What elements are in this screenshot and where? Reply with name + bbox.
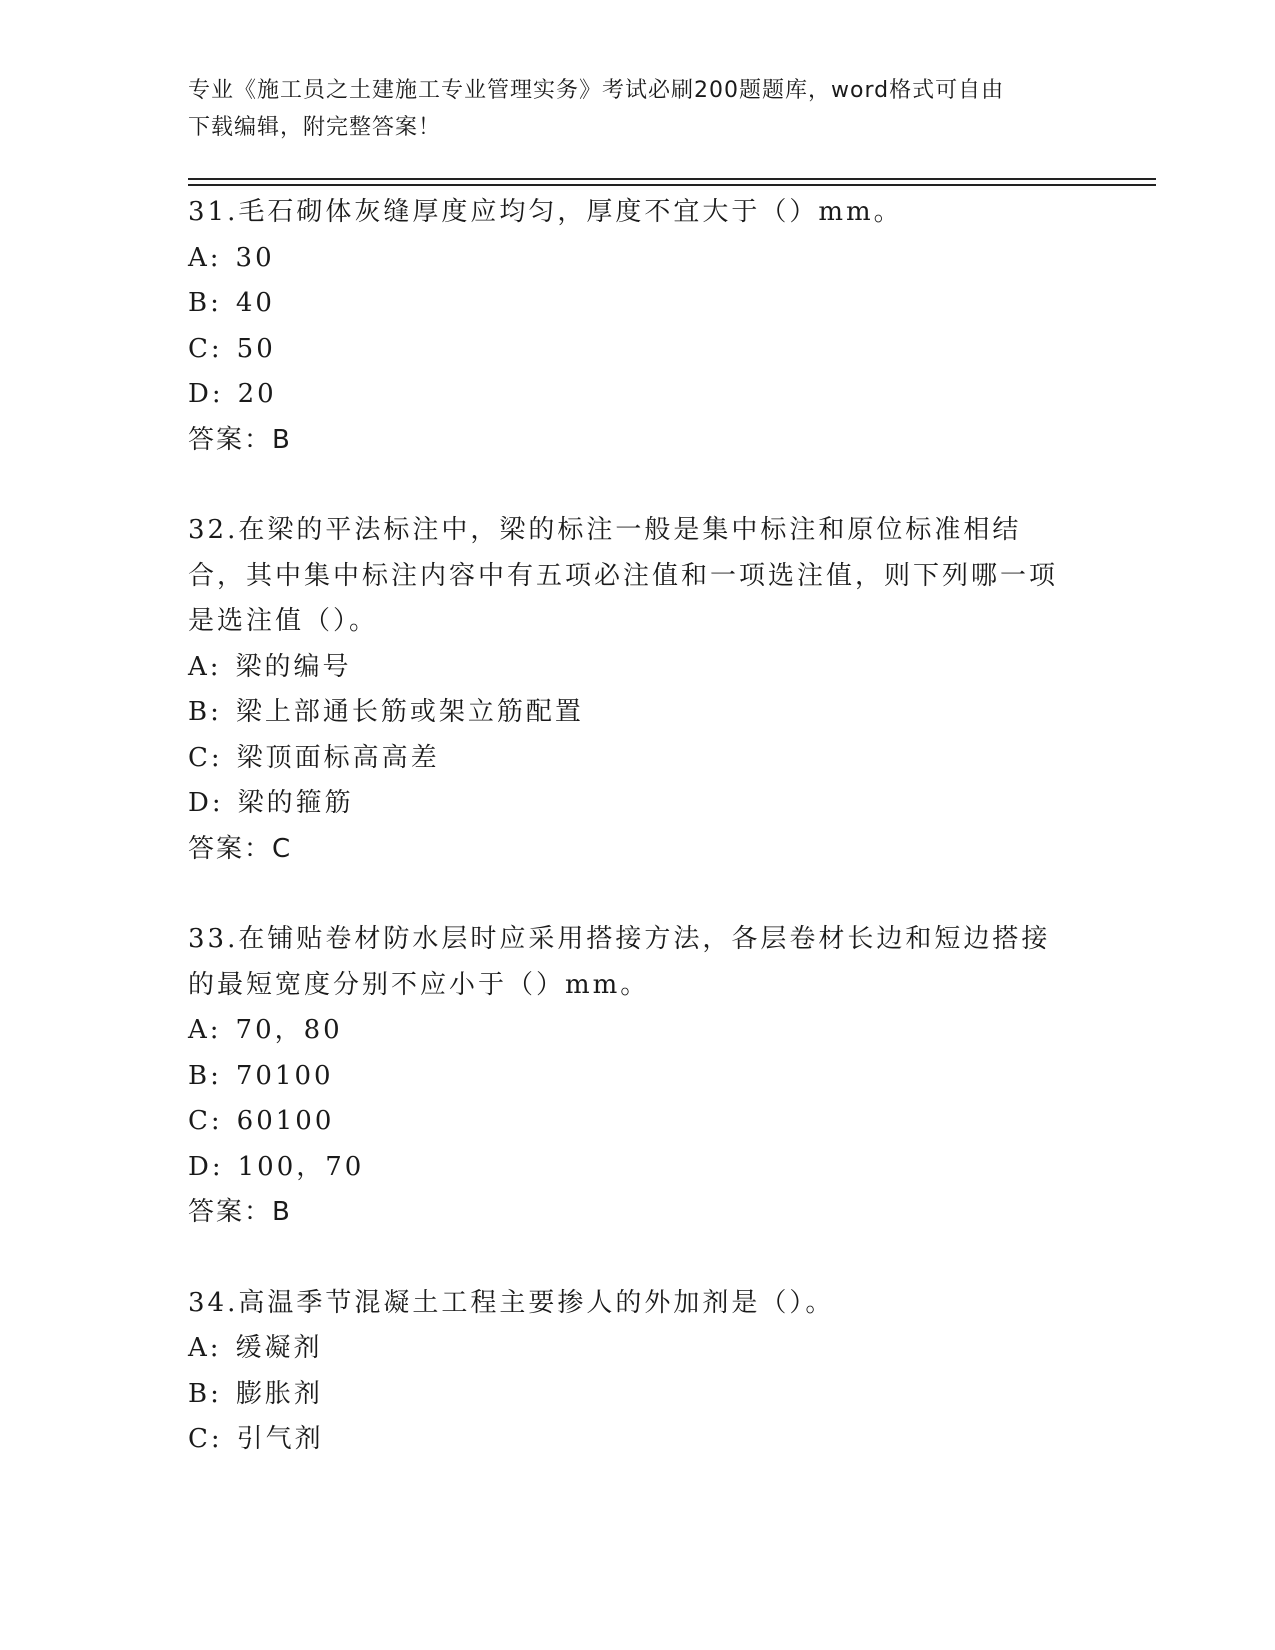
option-label: A:: [188, 1015, 222, 1045]
question-34: [188, 1281, 1088, 1463]
option-label: D:: [188, 788, 224, 818]
option-b: [188, 281, 1088, 327]
document-header: [188, 72, 1088, 146]
option-label: C:: [188, 333, 223, 364]
option-label: A:: [188, 1333, 222, 1363]
answer-line: 答案：B: [188, 1197, 292, 1227]
option-label: C:: [188, 1424, 223, 1454]
header-line-1: 专业《施工员之土建施工专业管理实务》考试必刷200题题库，word格式可自由: [188, 78, 1005, 103]
header-divider-bottom: [188, 184, 1156, 186]
question-31: [188, 190, 1088, 463]
option-a: [188, 1326, 1088, 1372]
header-divider-top: [188, 178, 1156, 180]
option-label: C:: [188, 1106, 223, 1136]
option-text: 膨胀剂: [235, 1378, 323, 1409]
option-text: 100，70: [237, 1151, 365, 1182]
option-c: [188, 1099, 1088, 1145]
option-b: [188, 690, 1088, 736]
option-label: B:: [188, 1378, 222, 1409]
option-c: [188, 736, 1088, 782]
question-list: [188, 190, 1088, 1508]
option-text: 梁的编号: [235, 651, 352, 682]
option-text: 30: [235, 242, 275, 273]
option-a: [188, 236, 1088, 282]
option-label: A:: [188, 651, 222, 682]
option-text: 梁上部通长筋或架立筋配置: [235, 697, 584, 727]
option-label: C:: [188, 742, 223, 773]
question-text: 32.在梁的平法标注中，梁的标注一般是集中标注和原位标准相结合，其中集中标注内容中有五项必注值和一项选注值，则下列哪一项是选注值（）。: [188, 515, 1059, 636]
option-c: [188, 327, 1088, 373]
question-text: 33.在铺贴卷材防水层时应采用搭接方法，各层卷材长边和短边搭接的最短宽度分别不应小于（）mm。: [188, 924, 1051, 1000]
question-33: [188, 917, 1088, 1236]
option-text: 20: [237, 379, 277, 409]
option-text: 70，80: [235, 1015, 343, 1045]
option-text: 70100: [235, 1060, 334, 1091]
option-a: [188, 1008, 1088, 1054]
option-d: [188, 781, 1088, 827]
option-label: B:: [188, 697, 222, 727]
option-label: B:: [188, 1060, 222, 1091]
option-c: [188, 1417, 1088, 1463]
question-text: 34.高温季节混凝土工程主要掺人的外加剂是（）。: [188, 1287, 835, 1318]
option-text: 梁顶面标高高差: [236, 742, 440, 773]
option-d: [188, 1145, 1088, 1191]
option-label: D:: [188, 379, 224, 409]
question-32: [188, 508, 1088, 872]
option-a: [188, 645, 1088, 691]
option-text: 缓凝剂: [235, 1333, 323, 1363]
answer-line: 答案：C: [188, 833, 293, 864]
header-line-2: 下载编辑，附完整答案！: [188, 115, 442, 140]
option-label: A:: [188, 242, 222, 273]
answer-line: 答案：B: [188, 424, 292, 455]
option-text: 60100: [236, 1106, 335, 1136]
option-text: 40: [235, 288, 275, 318]
option-label: B:: [188, 288, 222, 318]
option-text: 50: [236, 333, 276, 364]
option-b: [188, 1372, 1088, 1418]
option-text: 梁的箍筋: [237, 788, 354, 818]
option-text: 引气剂: [236, 1424, 324, 1454]
option-d: [188, 372, 1088, 418]
question-text: 31.毛石砌体灰缝厚度应均匀，厚度不宜大于（）mm。: [188, 197, 903, 227]
option-b: [188, 1054, 1088, 1100]
option-label: D:: [188, 1151, 224, 1182]
